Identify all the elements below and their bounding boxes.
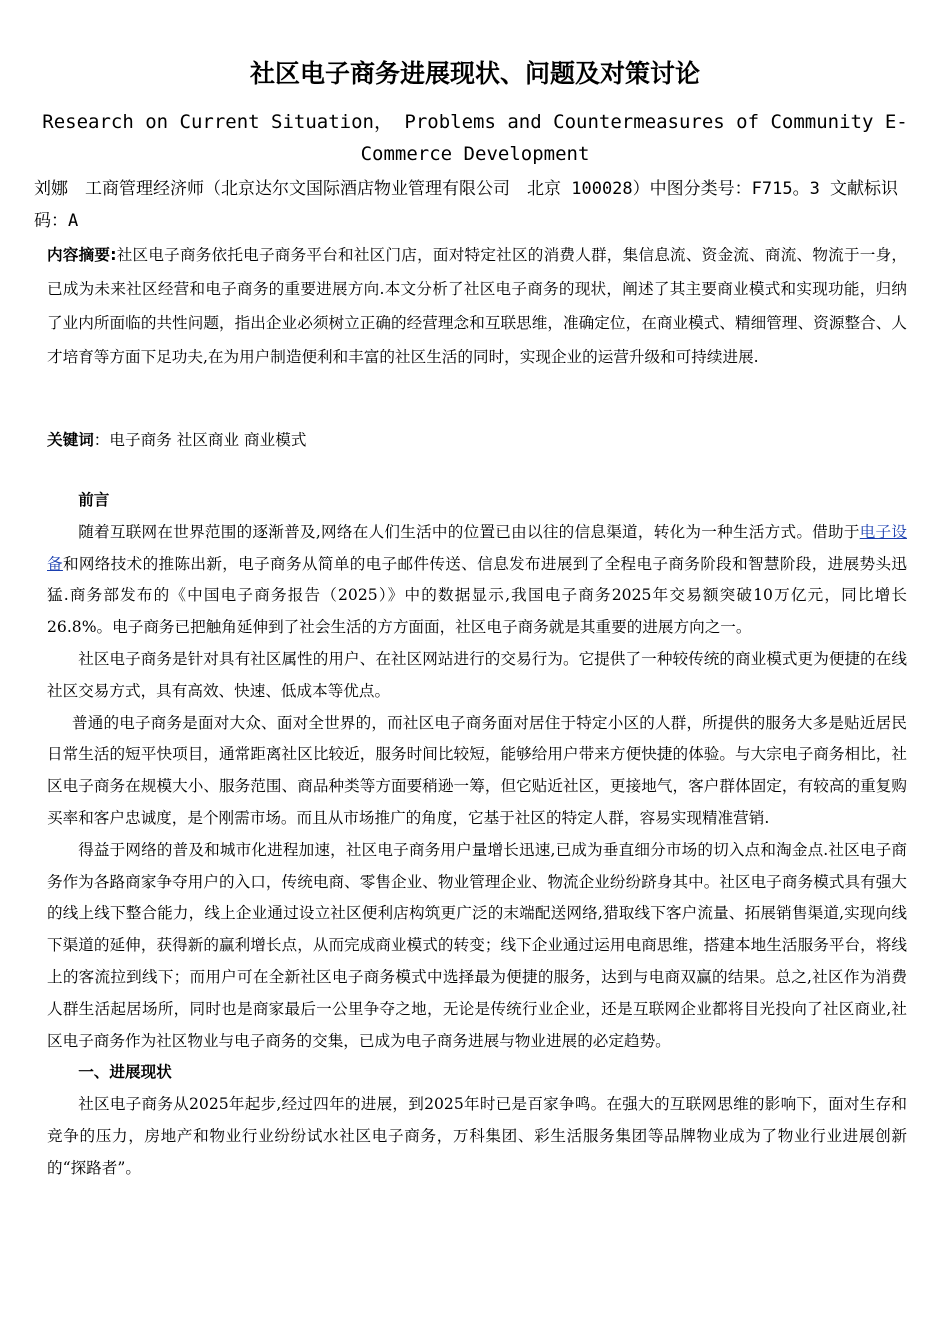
abstract-label: 内容摘要: xyxy=(47,246,117,264)
paragraph-3: 普通的电子商务是面对大众、面对全世界的，而社区电子商务面对居住于特定小区的人群，所提供的服务大多是贴近居民日常生活的短平快项目，通常距离社区比较近，服务时间比较短，能够给用户带来方便快捷的体验。与大宗电子商务相比，社区电子商务在规模大小、服务范围、商品种类等方面要稍逊一筹，但它贴近社区，更接地气，客户群体固定，有较高的重复购买率和客户忠诚度，是个刚需市场。而且从市场推广的角度，它基于社区的特定人群，容易实现精准营销. xyxy=(47,713,907,827)
paragraph-2: 社区电子商务是针对具有社区属性的用户、在社区网站进行的交易行为。它提供了一种较传统的商业模式更为便捷的在线社区交易方式，具有高效、快速、低成本等优点。 xyxy=(47,649,907,700)
electronic-device-link[interactable]: 电子设备 xyxy=(47,522,907,573)
preface-heading: 前言 xyxy=(78,491,110,509)
main-body xyxy=(47,485,907,1185)
section-1-heading: 一、进展现状 xyxy=(78,1063,172,1082)
keywords-label: 关键词 xyxy=(47,431,94,449)
abstract-text: 社区电子商务依托电子商务平台和社区门店，面对特定社区的消费人群，集信息流、资金流、商流、物流于一身，已成为未来社区经营和电子商务的重要进展方向.本文分析了社区电子商务的现状，阐述了其主要商业模式和实现功能，归纳了业内所面临的共性问题，指出企业必须树立正确的经营理念和互联思维，准确定位，在商业模式、精细管理、资源整合、人才培育等方面下足功夫,在为用户制造便利和丰富的社区生活的同时，实现企业的运营升级和可持续进展. xyxy=(47,246,907,366)
author-line: 刘娜 工商管理经济师（北京达尔文国际酒店物业管理有限公司 北京 100028）中图分类号：F715。3 文献标识码：A xyxy=(34,179,899,231)
paragraph-1 xyxy=(47,517,907,644)
keywords-text: ：电子商务 社区商业 商业模式 xyxy=(93,431,307,449)
abstract xyxy=(47,238,907,374)
paragraph-1-text-a: 随着互联网在世界范围的逐渐普及,网络在人们生活中的位置已由以往的信息渠道，转化为一种生活方式。借助于 xyxy=(78,522,860,541)
english-title: Research on Current Situation， Problems and Countermeasures of Community E-Commerce Development xyxy=(42,111,908,165)
paper-title: 社区电子商务进展现状、问题及对策讨论 xyxy=(249,59,700,88)
keywords xyxy=(47,425,907,455)
paragraph-1-text-b: 和网络技术的推陈出新，电子商务从简单的电子邮件传送、信息发布进展到了全程电子商务阶段和智慧阶段，进展势头迅猛.商务部发布的《中国电子商务报告（2025）》中的数据显示,我国电子商务2025年交易额突破10万亿元，同比增长26.8%。电子商务已把触角延伸到了社会生活的方方面面，社区电子商务就是其重要的进展方向之一。 xyxy=(47,554,907,637)
paragraph-5: 社区电子商务从2025年起步,经过四年的进展，到2025年时已是百家争鸣。在强大的互联网思维的影响下，面对生存和竞争的压力，房地产和物业行业纷纷试水社区电子商务，万科集团、彩生活服务集团等品牌物业成为了物业行业进展创新的“探路者”。 xyxy=(47,1095,907,1177)
paragraph-4: 得益于网络的普及和城市化进程加速，社区电子商务用户量增长迅速,已成为垂直细分市场的切入点和淘金点.社区电子商务作为各路商家争夺用户的入口，传统电商、零售企业、物业管理企业、物流企业纷纷跻身其中。社区电子商务模式具有强大的线上线下整合能力，线上企业通过设立社区便利店构筑更广泛的末端配送网络,猎取线下客户流量、拓展销售渠道,实现向线下渠道的延伸，获得新的赢利增长点，从而完成商业模式的转变；线下企业通过运用电商思维，搭建本地生活服务平台，将线上的客流拉到线下；而用户可在全新社区电子商务模式中选择最为便捷的服务，达到与电商双赢的结果。总之,社区作为消费人群生活起居场所，同时也是商家最后一公里争夺之地，无论是传统行业企业，还是互联网企业都将目光投向了社区商业,社区电子商务作为社区物业与电子商务的交集，已成为电子商务进展与物业进展的必定趋势。 xyxy=(47,840,907,1050)
